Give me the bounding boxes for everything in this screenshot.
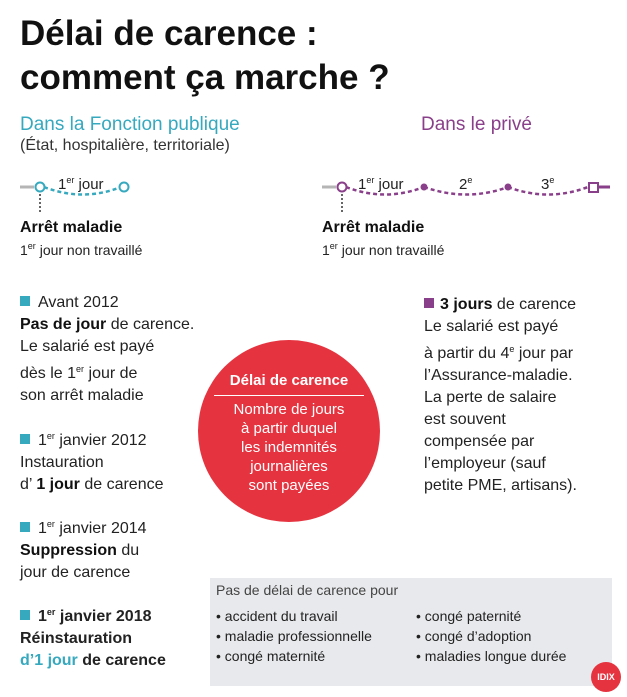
- public-arret-sub-sup: er: [27, 241, 36, 251]
- block-date-text: janvier 2012: [54, 432, 147, 449]
- exemption-item: • congé maternité: [216, 648, 326, 664]
- prive-text: à partir du 4: [424, 345, 510, 362]
- prive-text: petite PME, artisans).: [424, 477, 577, 494]
- prive-heading: Dans le privé: [421, 114, 532, 135]
- circle-body-line: Nombre de jours: [233, 401, 345, 418]
- prive-t3-num: 3: [541, 176, 550, 193]
- public-block-2014: [20, 513, 225, 584]
- exemption-item: • congé paternité: [416, 608, 522, 624]
- prive-t2-sup: e: [467, 175, 473, 185]
- prive-arret-sub: [322, 241, 444, 258]
- block-date-sup: er: [46, 607, 56, 617]
- idix-logo: IDIX: [591, 662, 621, 692]
- block-text: de carence.: [106, 316, 195, 333]
- prive-text: l’employeur (sauf: [424, 455, 546, 472]
- block-text: Réinstauration: [20, 630, 133, 647]
- block-date-num: 1: [38, 520, 47, 537]
- block-bold: 1 jour: [36, 476, 80, 493]
- title-line-2: comment ça marche ?: [20, 58, 390, 97]
- prive-bold: 3 jours: [440, 296, 493, 313]
- prive-text: jour par: [514, 345, 574, 362]
- prive-text: l’Assurance-maladie.: [424, 367, 573, 384]
- block-date-num: 1: [38, 432, 47, 449]
- public-timeline-label-num: 1: [58, 176, 67, 193]
- page-title: [20, 12, 390, 100]
- public-block-avant-2012: [20, 292, 225, 407]
- exemptions-panel: [210, 578, 612, 686]
- prive-sup: e: [509, 344, 515, 354]
- prive-timeline-label-1: [358, 175, 404, 193]
- block-text: jour de carence: [20, 564, 131, 581]
- public-timeline-label: [58, 175, 104, 193]
- circle-body-line: journalières: [250, 458, 328, 475]
- prive-t1-sup: er: [366, 175, 375, 185]
- prive-timeline-dot-2: [421, 184, 428, 191]
- public-timeline-start-dot: [36, 183, 45, 192]
- public-arret-sub-text: jour non travaillé: [35, 242, 143, 258]
- block-text: son arrêt maladie: [20, 387, 144, 404]
- block-date-num: 1: [38, 608, 47, 625]
- prive-timeline-label-3: [541, 175, 554, 193]
- prive-arret-label: Arrêt maladie: [322, 219, 425, 236]
- prive-t3-sup: e: [549, 175, 555, 185]
- prive-text: de carence: [492, 296, 577, 313]
- prive-text: La perte de salaire: [424, 389, 557, 406]
- block-date-sup: er: [46, 519, 55, 529]
- block-date: Avant 2012: [38, 294, 119, 311]
- circle-body-line: à partir duquel: [241, 420, 337, 437]
- title-line-1: Délai de carence :: [20, 14, 318, 53]
- prive-text: Le salarié est payé: [424, 318, 559, 335]
- block-bold: Pas de jour: [20, 316, 107, 333]
- block-date-text: janvier 2018: [55, 608, 152, 625]
- prive-text: compensée par: [424, 433, 535, 450]
- prive-arret-sub-text: jour non travaillé: [337, 242, 445, 258]
- teal-square-icon: [20, 296, 30, 306]
- public-timeline-end-dot: [120, 183, 129, 192]
- prive-t1-text: jour: [374, 176, 404, 193]
- block-text: du: [116, 542, 140, 559]
- circle-body-line: sont payées: [248, 477, 330, 494]
- prive-timeline-dot-3: [505, 184, 512, 191]
- exemptions-title: Pas de délai de carence pour: [216, 582, 399, 598]
- public-block-2012: [20, 425, 225, 496]
- definition-circle: [198, 340, 380, 522]
- prive-timeline-label-2: [459, 175, 472, 193]
- exemption-item: • maladies longue durée: [416, 648, 567, 664]
- public-subheading: (État, hospitalière, territoriale): [20, 137, 230, 154]
- prive-timeline-end-square: [589, 183, 598, 192]
- public-timeline-label-sup: er: [66, 175, 75, 185]
- exemptions-left-list: [216, 606, 372, 666]
- block-teal: d’1 jour: [20, 652, 78, 669]
- circle-body: [198, 400, 380, 495]
- block-sup: er: [76, 364, 85, 374]
- purple-square-icon: [424, 298, 434, 308]
- block-text: d’: [20, 476, 37, 493]
- block-text: de carence: [79, 476, 164, 493]
- block-date-sup: er: [46, 431, 55, 441]
- teal-square-icon: [20, 610, 30, 620]
- prive-t2-num: 2: [459, 176, 468, 193]
- public-block-2018: [20, 601, 225, 672]
- exemption-item: • accident du travail: [216, 608, 338, 624]
- block-text: Le salarié est payé: [20, 338, 155, 355]
- block-text: Instauration: [20, 454, 104, 471]
- exemption-item: • congé d’adoption: [416, 628, 532, 644]
- public-arret-sub-num: 1: [20, 242, 28, 258]
- teal-square-icon: [20, 434, 30, 444]
- public-arret-sub: [20, 241, 142, 258]
- prive-block: [424, 294, 622, 497]
- prive-arret-sub-num: 1: [322, 242, 330, 258]
- prive-t1-num: 1: [358, 176, 367, 193]
- circle-body-line: les indemnités: [241, 439, 337, 456]
- block-text: dès le 1: [20, 365, 77, 382]
- prive-arret-sub-sup: er: [329, 241, 338, 251]
- exemptions-right-list: [416, 606, 566, 666]
- block-date-text: janvier 2014: [54, 520, 147, 537]
- exemption-item: • maladie professionnelle: [216, 628, 372, 644]
- block-bold: Suppression: [20, 542, 117, 559]
- circle-title: Délai de carence: [229, 372, 349, 389]
- public-heading: Dans la Fonction publique: [20, 114, 240, 135]
- prive-text: est souvent: [424, 411, 506, 428]
- public-arret-label: Arrêt maladie: [20, 219, 123, 236]
- teal-square-icon: [20, 522, 30, 532]
- block-text: de carence: [77, 652, 166, 669]
- prive-timeline-start-dot: [338, 183, 347, 192]
- circle-divider: [214, 395, 364, 396]
- public-timeline-label-text: jour: [74, 176, 104, 193]
- block-text: jour de: [84, 365, 138, 382]
